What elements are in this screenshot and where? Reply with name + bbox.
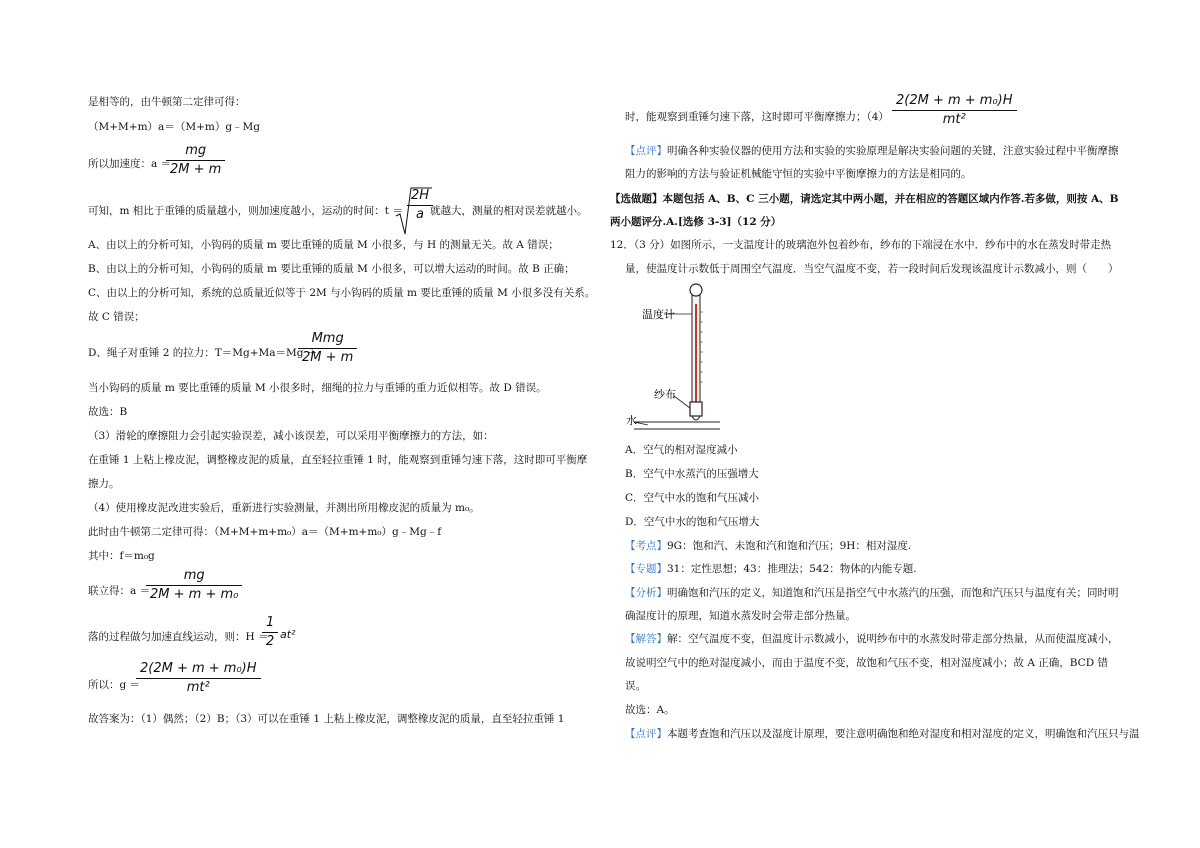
denominator: 2M + m — [302, 350, 354, 365]
formula-fraction — [262, 614, 278, 651]
text-line: 时，能观察到重锤匀速下落，这时即可平衡摩擦力；（4） — [625, 111, 889, 123]
text-span: 31：定性思想；43：推理法；542：物体的内能专题. — [667, 563, 917, 575]
text-line: 就越大，测量的相对误差就越小。 — [430, 205, 588, 217]
text-line: 其中：f＝m₀g — [88, 550, 155, 562]
section-tag: 【考点】 — [625, 540, 667, 552]
denominator: a — [416, 207, 424, 222]
text-line: 故答案为：（1）偶然；（2）B；（3）可以在重锤 1 上粘上橡皮泥，调整橡皮泥的质量，直至轻拉重锤 1 — [88, 713, 565, 725]
section-tag: 【分析】 — [625, 587, 667, 599]
text-span: 本题考查饱和汽压以及湿度计原理，要注意明确饱和绝对湿度和相对湿度的定义，明确饱和汽压只与温 — [667, 728, 1140, 740]
section-tag: 【点评】 — [625, 145, 667, 157]
section-tag: 【解答】 — [625, 633, 667, 645]
text-line — [625, 632, 1119, 646]
text-line — [625, 727, 1140, 741]
formula-fraction — [146, 567, 242, 604]
numerator: mg — [183, 568, 205, 583]
text-line: 故说明空气中的绝对湿度减小，而由于温度不变，故饱和气压不变，相对湿度减小；故 A 正确，BCD 错 — [625, 657, 1108, 669]
option-d: D．空气中水的饱和气压增大 — [625, 516, 760, 528]
text-line: B、由以上的分析可知，小钩码的质量 m 要比重锤的质量 M 小很多，可以增大运动的时间。故 B 正确； — [88, 263, 575, 275]
text-line: 阻力的影响的方法与验证机械能守恒的实验中平衡摩擦力的方法是相同的。 — [625, 168, 972, 180]
text-span: 明确各种实验仪器的使用方法和实验的实验原理是解决实验问题的关键，注意实验过程中平衡摩擦 — [667, 145, 1119, 157]
text-line: 两小题评分.A.[选修 3-3]（12 分） — [610, 216, 782, 228]
text-line: 所以：g ＝ — [88, 679, 141, 691]
text-line — [625, 144, 1119, 158]
text-line: 故 C 错误； — [88, 311, 145, 323]
text-line: C、由以上的分析可知，系统的总质量近似等于 2M 与小钩码的质量 m 要比重锤的质量 M 小很多没有关系。 — [88, 287, 596, 299]
numerator: 2(2M + m + m₀)H — [896, 93, 1013, 108]
label-water: 水 — [626, 414, 637, 427]
formula-fraction — [166, 142, 225, 179]
text-line: 在重锤 1 上粘上橡皮泥，调整橡皮泥的质量，直至轻拉重锤 1 时，能观察到重锤匀速下落，这时即可平衡摩 — [88, 454, 588, 466]
label-gauze: 纱布 — [654, 388, 676, 401]
text-line: （M+M+m）a＝（M+m）g﹣Mg — [88, 121, 261, 133]
text-line: 擦力。 — [88, 478, 120, 490]
option-a: A．空气的相对湿度减小 — [625, 444, 738, 456]
text-line: A、由以上的分析可知，小钩码的质量 m 要比重锤的质量 M 小很多，与 H 的测量无关。故 A 错误； — [88, 239, 559, 251]
label-thermometer: 温度计 — [642, 308, 675, 321]
thermometer-top — [690, 284, 702, 296]
text-line: （3）滑轮的摩擦阻力会引起实验误差，减小该误差，可以采用平衡摩擦力的方法，如： — [88, 430, 494, 442]
denominator: 2M + m — [170, 162, 222, 177]
text-line: D、绳子对重锤 2 的拉力：T＝Mg+Ma＝Mg ＋ — [88, 347, 318, 359]
text-line: 故选：A。 — [625, 704, 675, 716]
text-line: 确湿度计的原理，知道水蒸发时会带走部分热量。 — [625, 610, 856, 622]
text-line — [625, 562, 917, 576]
text-line: 【选做题】本题包括 A、B、C 三小题，请选定其中两小题，并在相应的答题区域内作答.若多做，则按 A、B — [610, 193, 1119, 205]
denominator: mt² — [186, 680, 210, 695]
thermometer-figure — [620, 282, 730, 434]
section-tag: 【点评】 — [625, 728, 667, 740]
text-line — [625, 539, 911, 553]
section-tag: 【专题】 — [625, 563, 667, 575]
numerator: 1 — [266, 615, 275, 630]
text-line: 故选：B — [88, 406, 128, 418]
denominator: 2 — [266, 634, 275, 649]
numerator: 2H — [411, 188, 430, 203]
text-line: 12．（3 分）如图所示，一支温度计的玻璃泡外包着纱布，纱布的下端浸在水中．纱布中的水在蒸发时带走热 — [610, 239, 1112, 251]
text-line: 可知，m 相比于重锤的质量越小，则加速度越小，运动的时间：t ＝ — [88, 205, 403, 217]
text-line: 误。 — [625, 680, 646, 692]
text-line: 量，使温度计示数低于周围空气温度．当空气温度不变，若一段时间后发现该温度计示数减小，则（ ） — [625, 263, 1119, 275]
text-line: 落的过程做匀加速直线运动，则：H ＝ — [88, 631, 269, 643]
text-line: 此时由牛顿第二定律可得：（M+M+m+m₀）a＝（M+m+m₀）g﹣Mg﹣f — [88, 526, 442, 538]
text-line: 所以加速度：a ＝ — [88, 158, 172, 170]
gauze-bulb — [690, 402, 702, 416]
text-line: 联立得：a ＝ — [88, 585, 151, 597]
denominator: 2M + m + m₀ — [150, 587, 239, 602]
text-line: 当小钩码的质量 m 要比重锤的质量 M 小很多时，细绳的拉力与重锤的重力近似相等。故 D 错误。 — [88, 382, 547, 394]
text-span: 9G：饱和汽、未饱和汽和饱和汽压；9H：相对湿度. — [667, 540, 912, 552]
numerator: mg — [185, 143, 207, 158]
text-line: （4）使用橡皮泥改进实验后，重新进行实验测量，并测出所用橡皮泥的质量为 m₀。 — [88, 502, 480, 514]
text-line: 是相等的，由牛顿第二定律可得： — [88, 96, 246, 108]
numerator: Mmg — [311, 331, 344, 346]
text-line — [625, 586, 1119, 600]
option-b: B．空气中水蒸汽的压强增大 — [625, 468, 759, 480]
text-span: 解：空气温度不变，但温度计示数减小，说明纱布中的水蒸发时带走部分热量，从而使温度减小， — [667, 633, 1119, 645]
formula-fraction — [298, 330, 357, 367]
option-c: C．空气中水的饱和气压减小 — [625, 492, 760, 504]
denominator: mt² — [942, 112, 966, 127]
formula-fraction — [892, 92, 1017, 129]
formula-term: at² — [280, 628, 296, 641]
text-span: 明确饱和汽压的定义，知道饱和汽压是指空气中水蒸汽的压强，而饱和汽压只与温度有关；同时明 — [667, 587, 1119, 599]
numerator: 2(2M + m + m₀)H — [140, 661, 257, 676]
formula-fraction — [136, 660, 261, 697]
